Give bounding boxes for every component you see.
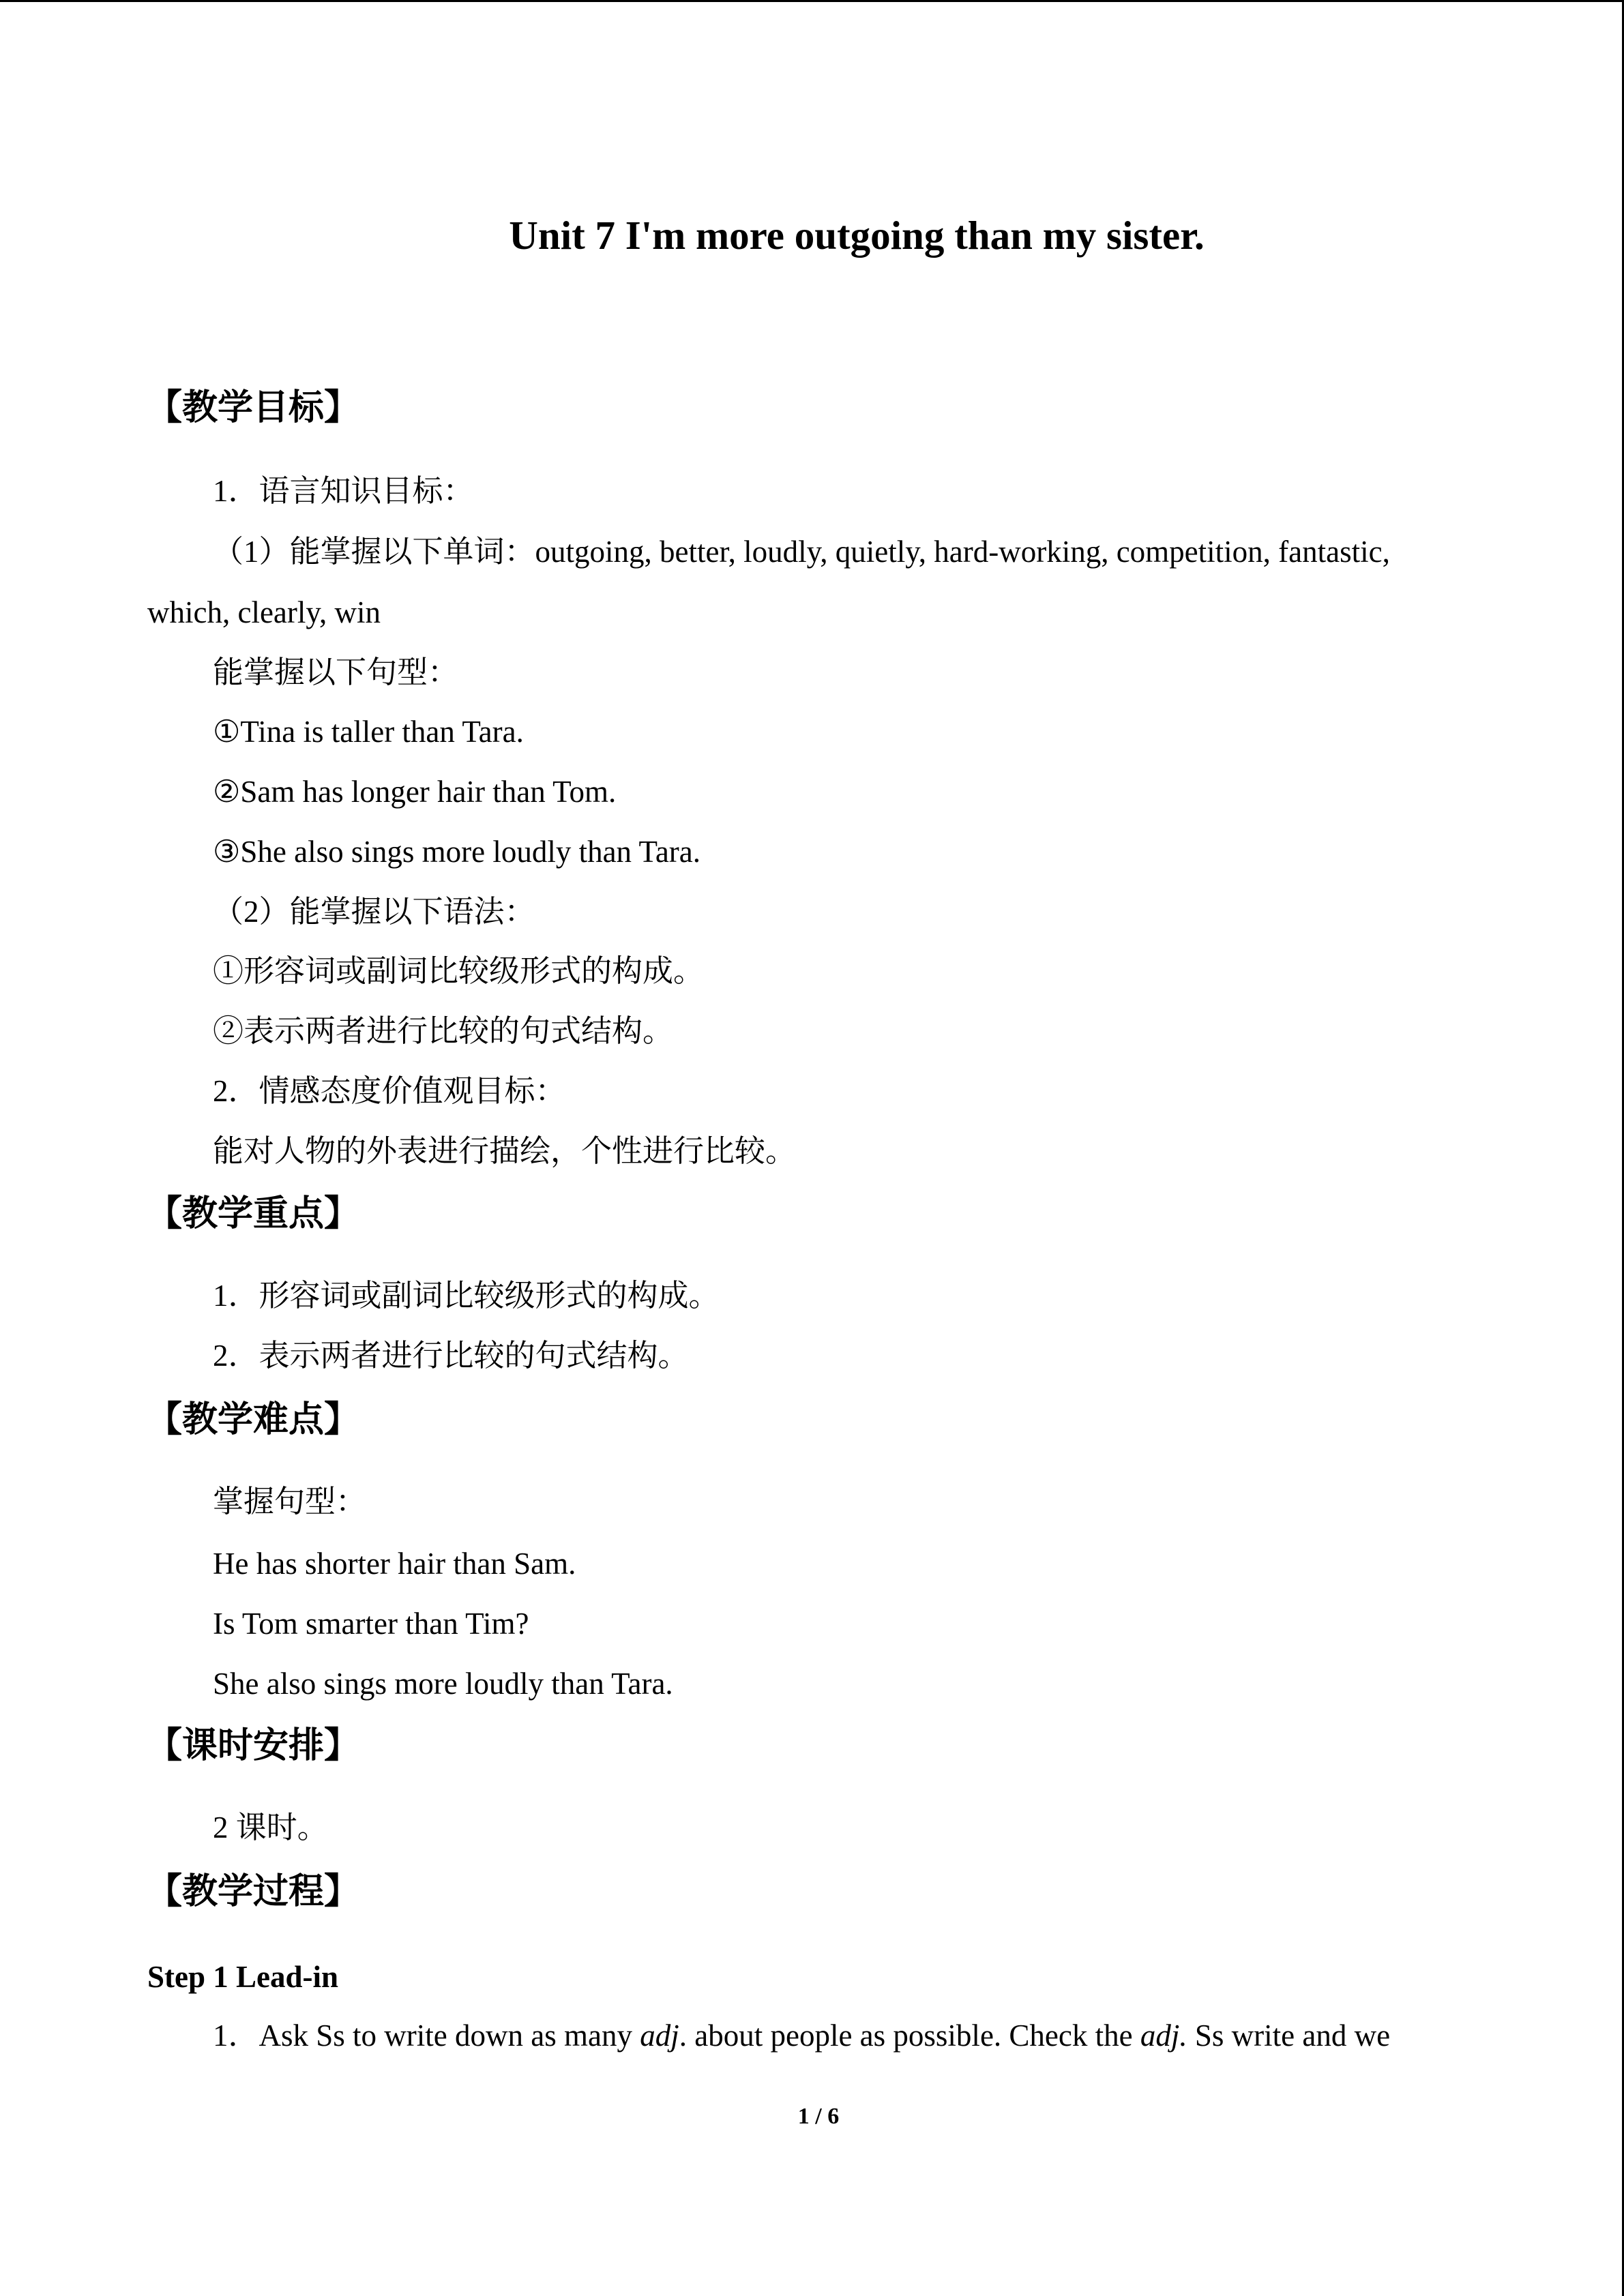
key-points-line-2: 2．表示两者进行比较的句式结构。 <box>213 1339 689 1373</box>
heading-schedule: 【课时安排】 <box>147 1725 360 1766</box>
step-1-text-a: 1．Ask Ss to write down as many <box>213 2018 640 2053</box>
key-points-line-1: 1．形容词或副词比较级形式的构成。 <box>213 1279 720 1313</box>
heading-difficulties: 【教学难点】 <box>147 1399 360 1440</box>
objectives-line-9: ①形容词或副词比较级形式的构成。 <box>213 954 705 988</box>
step-1-text-b: . about people as possible. Check the <box>679 2018 1140 2053</box>
heading-process: 【教学过程】 <box>147 1871 360 1912</box>
step-1-adj-2: adj. <box>1140 2018 1187 2053</box>
heading-objectives: 【教学目标】 <box>147 387 360 428</box>
step-1-line-1 <box>213 2018 1391 2053</box>
objectives-line-10: ②表示两者进行比较的句式结构。 <box>213 1014 674 1048</box>
objectives-line-6: ②Sam has longer hair than Tom. <box>213 775 617 809</box>
schedule-line-1: 2 课时。 <box>213 1810 328 1845</box>
objectives-line-4: 能掌握以下句型： <box>213 655 459 689</box>
step-1-adj-1: adj <box>640 2018 679 2053</box>
objectives-line-12: 能对人物的外表进行描绘，个性进行比较。 <box>213 1134 797 1168</box>
page-number: 1 / 6 <box>797 2104 840 2129</box>
heading-key-points: 【教学重点】 <box>147 1193 360 1234</box>
step-1-title: Step 1 Lead-in <box>147 1960 339 1994</box>
objectives-line-8: （2）能掌握以下语法： <box>213 895 535 929</box>
difficulties-line-4: She also sings more loudly than Tara. <box>213 1667 673 1701</box>
objectives-line-7: ③She also sings more loudly than Tara. <box>213 835 701 869</box>
objectives-line-11: 2．情感态度价值观目标： <box>213 1074 566 1108</box>
step-1-text-c: Ss write and we <box>1187 2018 1391 2053</box>
difficulties-line-1: 掌握句型： <box>213 1485 367 1519</box>
document-title: Unit 7 I'm more outgoing than my sister. <box>509 213 1205 258</box>
objectives-line-5: ①Tina is taller than Tara. <box>213 715 524 749</box>
difficulties-line-2: He has shorter hair than Sam. <box>213 1547 576 1581</box>
difficulties-line-3: Is Tom smarter than Tim? <box>213 1607 529 1641</box>
page-top-border <box>0 0 1624 2</box>
objectives-line-1: 1．语言知识目标： <box>213 474 474 508</box>
objectives-line-3: which, clearly, win <box>147 595 381 629</box>
objectives-line-2: （1）能掌握以下单词：outgoing, better, loudly, quietly, hard-working, competition, fantastic, <box>213 535 1390 569</box>
